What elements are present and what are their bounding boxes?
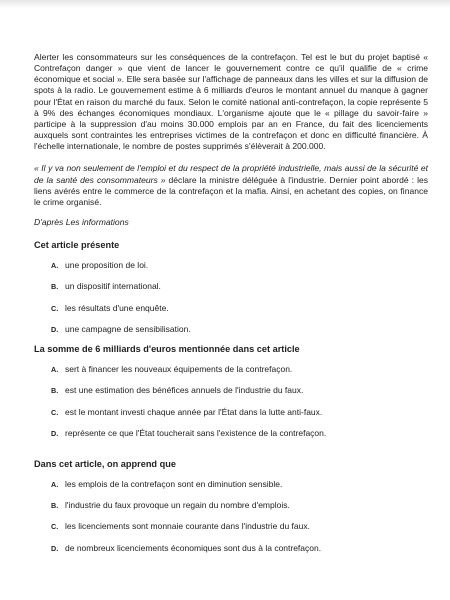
answer-option[interactable] <box>34 385 428 395</box>
option-letter: B. <box>51 386 59 396</box>
option-letter: C. <box>51 522 59 532</box>
option-text: les licenciements sont monnaie courante dans l'industrie du faux. <box>65 521 310 532</box>
question-block <box>34 459 428 553</box>
option-letter: D. <box>51 543 59 553</box>
answer-option[interactable] <box>34 260 428 270</box>
answer-option[interactable] <box>34 407 428 417</box>
question-block <box>34 240 428 334</box>
question-title: La somme de 6 milliards d'euros mentionnée dans cet article <box>34 343 300 354</box>
option-letter: C. <box>51 407 59 417</box>
option-text: de nombreux licenciements économiques sont dus à la contrefaçon. <box>65 542 322 553</box>
page-edge-shadow <box>0 0 450 8</box>
article-paragraph-2-text: déclare la ministre déléguée à l'industrie. Dernier point abordé : les liens avérés entre le commerce de la contrefaçon et la mafia. Ainsi, en achetant des copies, on finance le crime organisé. <box>34 174 428 207</box>
option-text: est le montant investi chaque année par l'État dans la lutte anti-faux. <box>65 406 323 417</box>
option-letter: A. <box>51 261 59 271</box>
question-title: Cet article présente <box>34 240 120 251</box>
option-text: une campagne de sensibilisation. <box>65 323 191 334</box>
option-letter: D. <box>51 428 59 438</box>
answer-option[interactable] <box>34 428 428 438</box>
article-paragraph-2 <box>34 163 428 208</box>
article-source: D'après Les informations <box>34 217 129 228</box>
option-text: un dispositif international. <box>65 281 161 292</box>
option-text: l'industrie du faux provoque un regain du nombre d'emplois. <box>65 500 290 511</box>
option-letter: D. <box>51 324 59 334</box>
minister-quote: « Il y va non seulement de l'emploi et du respect de la propriété industrielle, mais aussi de la sécurité et de la santé des consommateurs » <box>34 163 428 185</box>
option-text: les résultats d'une enquête. <box>65 302 169 313</box>
answer-option[interactable] <box>34 500 428 510</box>
option-letter: A. <box>51 479 59 489</box>
answer-option[interactable] <box>34 324 428 334</box>
option-text: est une estimation des bénéfices annuels de l'industrie du faux. <box>65 385 304 396</box>
option-letter: B. <box>51 501 59 511</box>
article-paragraph-1: Alerter les consommateurs sur les conséquences de la contrefaçon. Tel est le but du projet baptisé « Contrefaçon danger » que vient de lancer le gouvernement contre ce qu'il qualifie de « crime économique et social ». Elle sera basée sur l'affichage de panneaux dans les villes et sur la diffusion de spots à la radio. Le gouvernement estime à 6 milliards d'euros le montant annuel du manque à gagner pour l'État en raison du marché du faux. Selon le comité national anti-contrefaçon, la copie représente 5 à 9% des échanges économiques mondiaux. L'organisme ajoute que le « pillage du savoir-faire » participe à la suppression d'au moins 30.000 emplois par an en France, du fait des licenciements auxquels sont contraintes les entreprises victimes de la contrefaçon et donc en difficulté financière. À l'échelle internationale, le nombre de postes supprimés s'élèverait à 200.000. <box>34 52 428 152</box>
option-text: une proposition de loi. <box>65 260 149 271</box>
answer-options <box>34 364 428 438</box>
answer-option[interactable] <box>34 364 428 374</box>
answer-option[interactable] <box>34 281 428 291</box>
answer-options <box>34 260 428 334</box>
answer-option[interactable] <box>34 479 428 489</box>
question-block <box>34 344 428 438</box>
question-title: Dans cet article, on apprend que <box>34 458 176 469</box>
option-letter: B. <box>51 282 59 292</box>
answer-option[interactable] <box>34 543 428 553</box>
answer-option[interactable] <box>34 521 428 531</box>
option-text: sert à financer les nouveaux équipements de la contrefaçon. <box>65 363 293 374</box>
answer-option[interactable] <box>34 303 428 313</box>
option-text: représente ce que l'État toucherait sans l'existence de la contrefaçon. <box>65 427 327 438</box>
option-text: les emplois de la contrefaçon sont en diminution sensible. <box>65 478 283 489</box>
option-letter: C. <box>51 303 59 313</box>
answer-options <box>34 479 428 553</box>
option-letter: A. <box>51 364 59 374</box>
